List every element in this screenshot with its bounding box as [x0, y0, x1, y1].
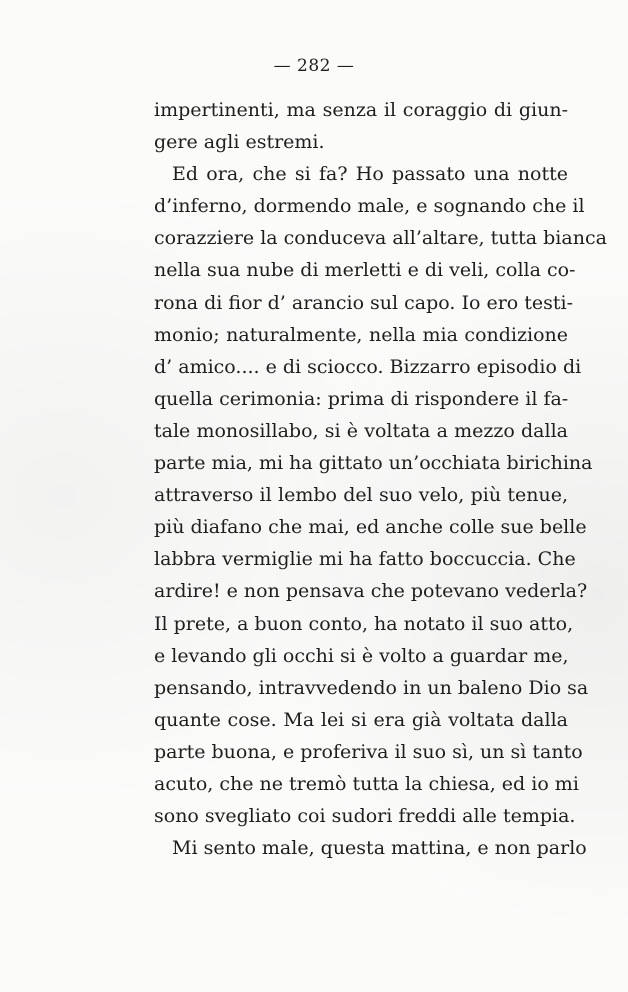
text-line: Il prete, a buon conto, ha notato il suo atto,	[154, 612, 574, 635]
text-line: gere agli estremi.	[154, 131, 325, 154]
text-line: tale monosillabo, si è voltata a mezzo dalla	[154, 419, 568, 442]
text-line: rona di fior d’ arancio sul capo. Io ero testi-	[154, 291, 574, 314]
text-line: monio; naturalmente, nella mia condizione	[154, 323, 568, 346]
text-line: Ed ora, che si fa? Ho passato una notte	[172, 163, 568, 186]
text-line: più diafano che mai, ed anche colle sue belle	[154, 516, 587, 539]
page-number: — 282 —	[273, 56, 355, 76]
text-line: e levando gli occhi si è volto a guardar me,	[154, 644, 569, 667]
text-line: parte buona, e proferiva il suo sì, un sì tanto	[154, 740, 583, 763]
text-line: quella cerimonia: prima di rispondere il fa-	[154, 387, 569, 410]
text-line: corazziere la conduceva all’altare, tutta bianca	[154, 227, 607, 250]
text-line: nella sua nube di merletti e di veli, colla co-	[154, 259, 576, 282]
body-text	[154, 94, 607, 864]
text-line: impertinenti, ma senza il coraggio di giun-	[154, 99, 568, 121]
text-line: parte mia, mi ha gittato un’occhiata birichina	[154, 452, 593, 475]
text-line: acuto, che ne tremò tutta la chiesa, ed io mi	[154, 772, 579, 795]
text-line: Mi sento male, questa mattina, e non parlo	[172, 837, 587, 860]
text-line: d’ amico.... e di sciocco. Bizzarro episodio di	[154, 355, 582, 378]
text-line: sono svegliato coi sudori freddi alle tempia.	[154, 805, 576, 828]
text-line: d’inferno, dormendo male, e sognando che il	[154, 195, 585, 218]
text-line: quante cose. Ma lei si era già voltata dalla	[154, 708, 568, 731]
text-line: labbra vermiglie mi ha fatto boccuccia. Che	[154, 548, 576, 571]
text-line: attraverso il lembo del suo velo, più tenue,	[154, 484, 568, 507]
text-line: ardire! e non pensava che potevano vederla?	[154, 580, 588, 603]
text-line: pensando, intravvedendo in un baleno Dio sa	[154, 676, 589, 699]
